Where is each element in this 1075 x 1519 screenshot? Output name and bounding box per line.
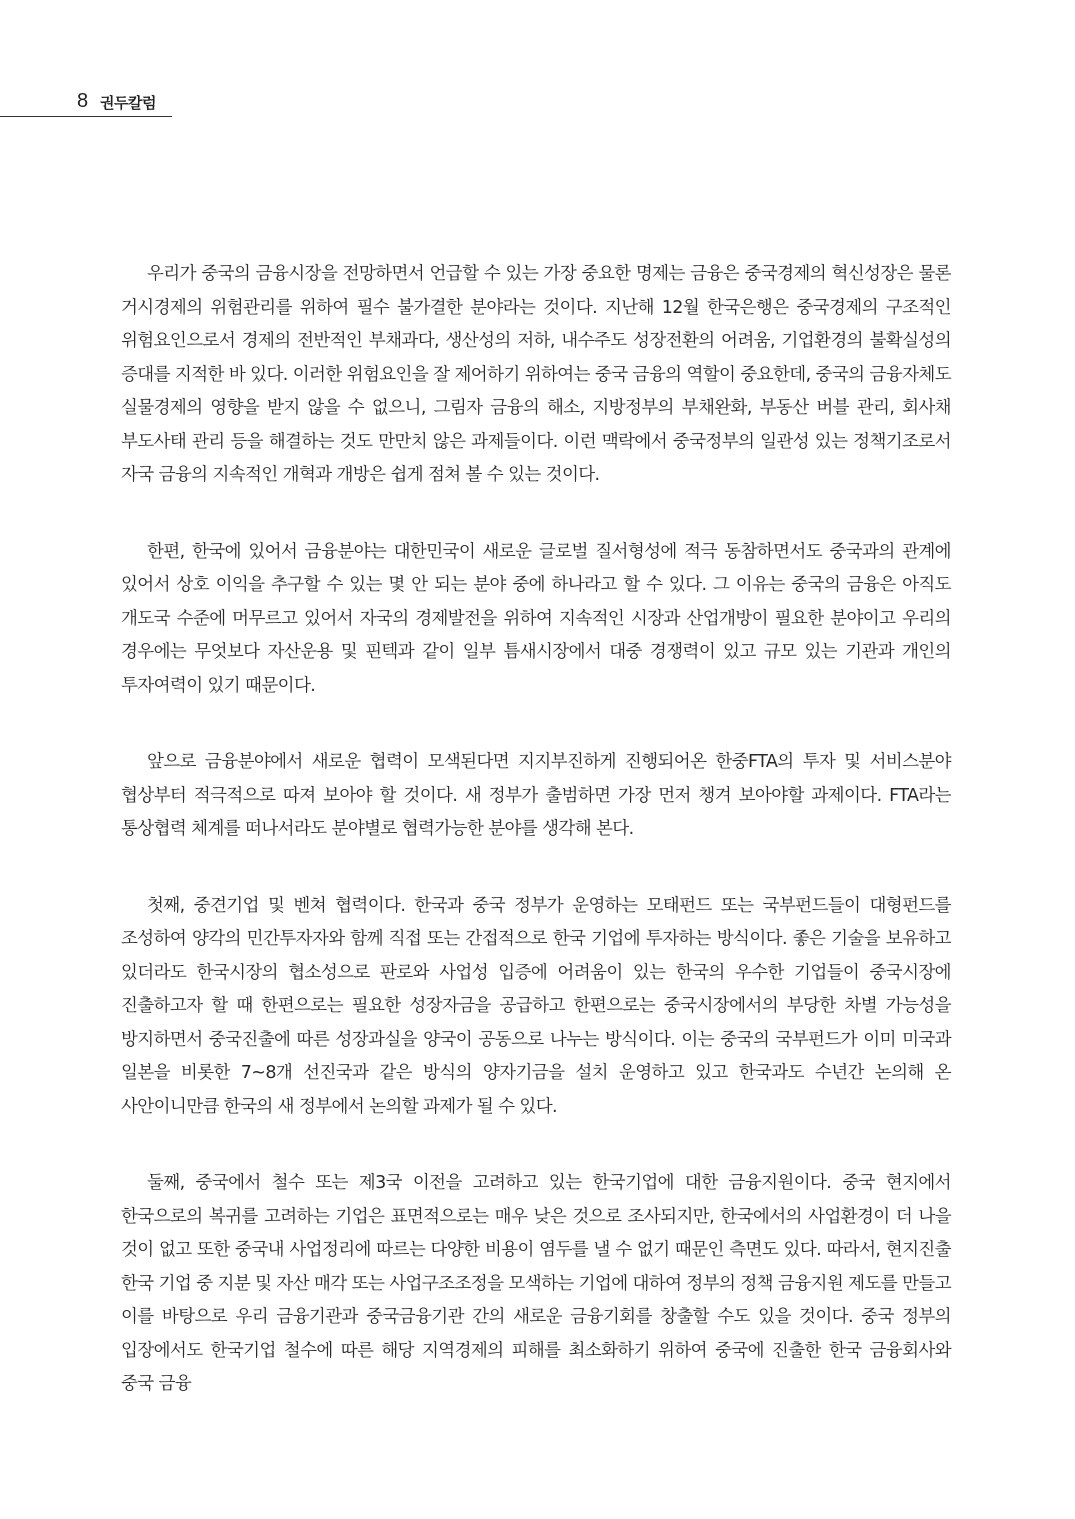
section-title: 권두칼럼 — [100, 94, 156, 112]
paragraph-5: 둘째, 중국에서 철수 또는 제3국 이전을 고려하고 있는 한국기업에 대한 금융지원이다. 중국 현지에서 한국으로의 복귀를 고려하는 기업은 표면적으로는 매우 낮은 것으로 조사되지만, 한국에서의 사업환경이 더 나을 것이 없고 또한 중국내 사업정리에 따르는 다양한 비용이 염두를 낼 수 없기 때문인 측면도 있다. 따라서, 현지진출 한국 기업 중 지분 및 자산 매각 또는 사업구조조정을 모색하는 기업에 대하여 정부의 정책 금융지원 제도를 만들고 이를 바탕으로 우리 금융기관과 중국금융기관 간의 새로운 금융기회를 창출할 수도 있을 것이다. 중국 정부의 입장에서도 한국기업 철수에 따른 해당 지역경제의 피해를 최소화하기 위하여 중국에 진출한 한국 금융회사와 중국 금융 — [121, 1173, 951, 1394]
paragraph-4: 첫째, 중견기업 및 벤쳐 협력이다. 한국과 중국 정부가 운영하는 모태펀드 또는 국부펀드들이 대형펀드를 조성하여 양각의 민간투자자와 함께 직접 또는 간접적으로 한국 기업에 투자하는 방식이다. 좋은 기술을 보유하고 있더라도 한국시장의 협소성으로 판로와 사업성 입증에 어려움이 있는 한국의 우수한 기업들이 중국시장에 진출하고자 할 때 한편으로는 필요한 성장자금을 공급하고 한편으로는 중국시장에서의 부당한 차별 가능성을 방지하면서 중국진출에 따른 성장과실을 양국이 공동으로 나누는 방식이다. 이는 중국의 국부펀드가 이미 미국과 일본을 비롯한 7~8개 선진국과 같은 방식의 양자기금을 설치 운영하고 있고 한국과도 수년간 논의해 온 사안이니만큼 한국의 새 정부에서 논의할 과제가 될 수 있다. — [121, 895, 951, 1117]
page-number: 8 — [77, 90, 89, 112]
article-body — [121, 258, 951, 1445]
paragraph-2: 한편, 한국에 있어서 금융분야는 대한민국이 새로운 글로벌 질서형성에 적극 동참하면서도 중국과의 관계에 있어서 상호 이익을 추구할 수 있는 몇 안 되는 분야 중에 하나라고 할 수 있다. 그 이유는 중국의 금융은 아직도 개도국 수준에 머무르고 있어서 자국의 경제발전을 위하여 지속적인 시장과 산업개방이 필요한 분야이고 우리의 경우에는 무엇보다 자산운용 및 핀텍과 같이 일부 틈새시장에서 대중 경쟁력이 있고 규모 있는 기관과 개인의 투자여력이 있기 때문이다. — [121, 541, 951, 696]
page-header — [0, 88, 172, 117]
paragraph-1: 우리가 중국의 금융시장을 전망하면서 언급할 수 있는 가장 중요한 명제는 금융은 중국경제의 혁신성장은 물론 거시경제의 위험관리를 위하여 필수 불가결한 분야라는 것이다. 지난해 12월 한국은행은 중국경제의 구조적인 위험요인으로서 경제의 전반적인 부채과다, 생산성의 저하, 내수주도 성장전환의 어려움, 기업환경의 불확실성의 증대를 지적한 바 있다. 이러한 위험요인을 잘 제어하기 위하여는 중국 금융의 역할이 중요한데, 중국의 금융자체도 실물경제의 영향을 받지 않을 수 없으니, 그림자 금융의 해소, 지방정부의 부채완화, 부동산 버블 관리, 회사채 부도사태 관리 등을 해결하는 것도 만만치 않은 과제들이다. 이런 맥락에서 중국정부의 일관성 있는 정책기조로서 자국 금융의 지속적인 개혁과 개방은 쉽게 점쳐 볼 수 있는 것이다. — [121, 264, 951, 485]
paragraph-3: 앞으로 금융분야에서 새로운 협력이 모색된다면 지지부진하게 진행되어온 한중FTA의 투자 및 서비스분야 협상부터 적극적으로 따져 보아야 할 것이다. 새 정부가 출범하면 가장 먼저 챙겨 보아야할 과제이다. FTA라는 통상협력 체계를 떠나서라도 분야별로 협력가능한 분야를 생각해 본다. — [121, 752, 951, 839]
